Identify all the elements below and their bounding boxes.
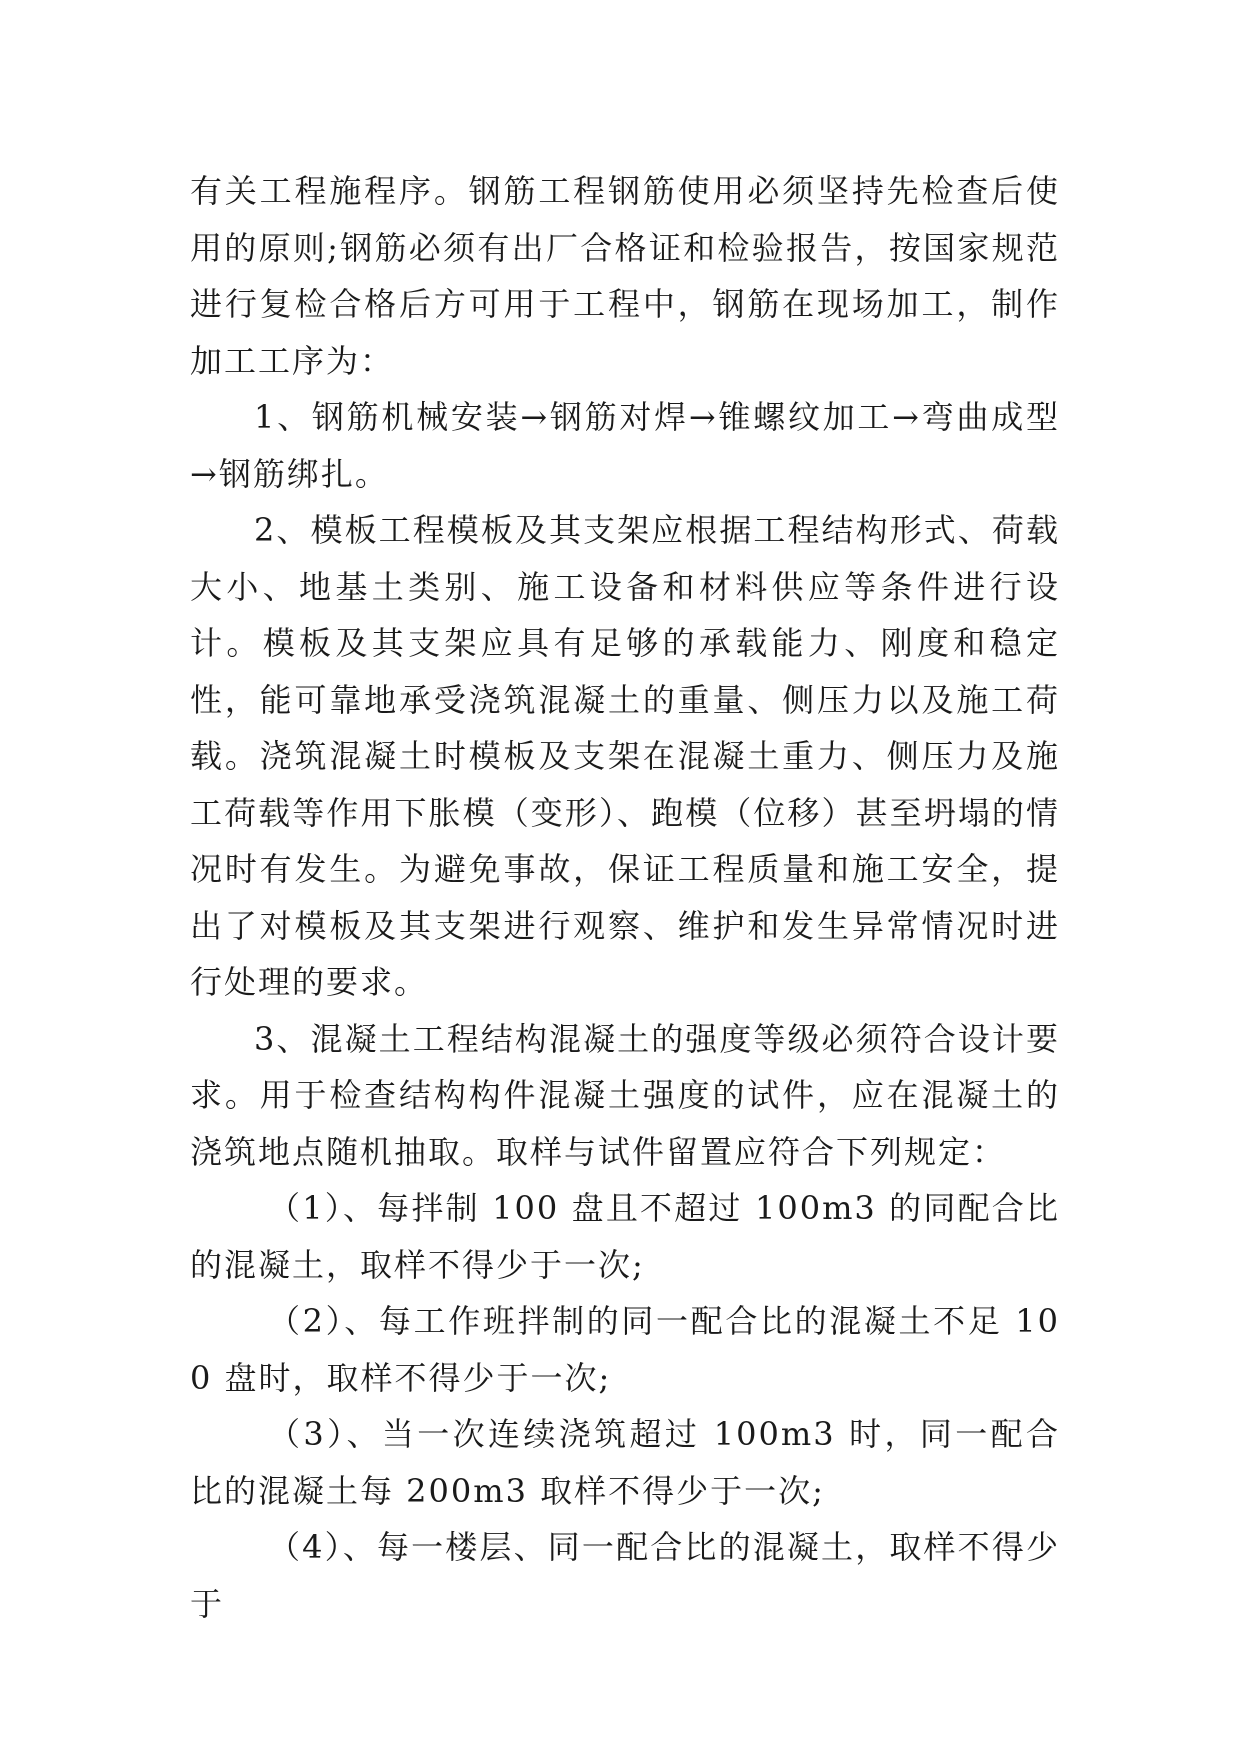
list-item-sampling-1: （1）、每拌制 100 盘且不超过 100m3 的同配合比的混凝土，取样不得少于一次; [190, 1189, 1060, 1284]
list-item-sampling-4: （4）、每一楼层、同一配合比的混凝土，取样不得少于 [190, 1528, 1060, 1623]
list-item-sampling-2: （2）、每工作班拌制的同一配合比的混凝土不足 100 盘时，取样不得少于一次; [190, 1302, 1060, 1397]
document-body [190, 163, 1060, 1632]
list-item-sampling-3: （3）、当一次连续浇筑超过 100m3 时，同一配合比的混凝土每 200m3 取样不得少于一次; [190, 1415, 1060, 1510]
paragraph-intro: 有关工程施程序。钢筋工程钢筋使用必须坚持先检查后使用的原则;钢筋必须有出厂合格证和检验报告，按国家规范进行复检合格后方可用于工程中，钢筋在现场加工，制作加工工序为： [190, 172, 1060, 380]
paragraph-rebar-process: 1、钢筋机械安装→钢筋对焊→锥螺纹加工→弯曲成型→钢筋绑扎。 [190, 398, 1060, 493]
paragraph-concrete: 3、混凝土工程结构混凝土的强度等级必须符合设计要求。用于检查结构构件混凝土强度的试件，应在混凝土的浇筑地点随机抽取。取样与试件留置应符合下列规定： [190, 1019, 1060, 1171]
paragraph-formwork: 2、模板工程模板及其支架应根据工程结构形式、荷载大小、地基土类别、施工设备和材料供应等条件进行设计。模板及其支架应具有足够的承载能力、刚度和稳定性，能可靠地承受浇筑混凝土的重量、侧压力以及施工荷载。浇筑混凝土时模板及支架在混凝土重力、侧压力及施工荷载等作用下胀模（变形）、跑模（位移）甚至坍塌的情况时有发生。为避免事故，保证工程质量和施工安全，提出了对模板及其支架进行观察、维护和发生异常情况时进行处理的要求。 [190, 511, 1060, 1001]
